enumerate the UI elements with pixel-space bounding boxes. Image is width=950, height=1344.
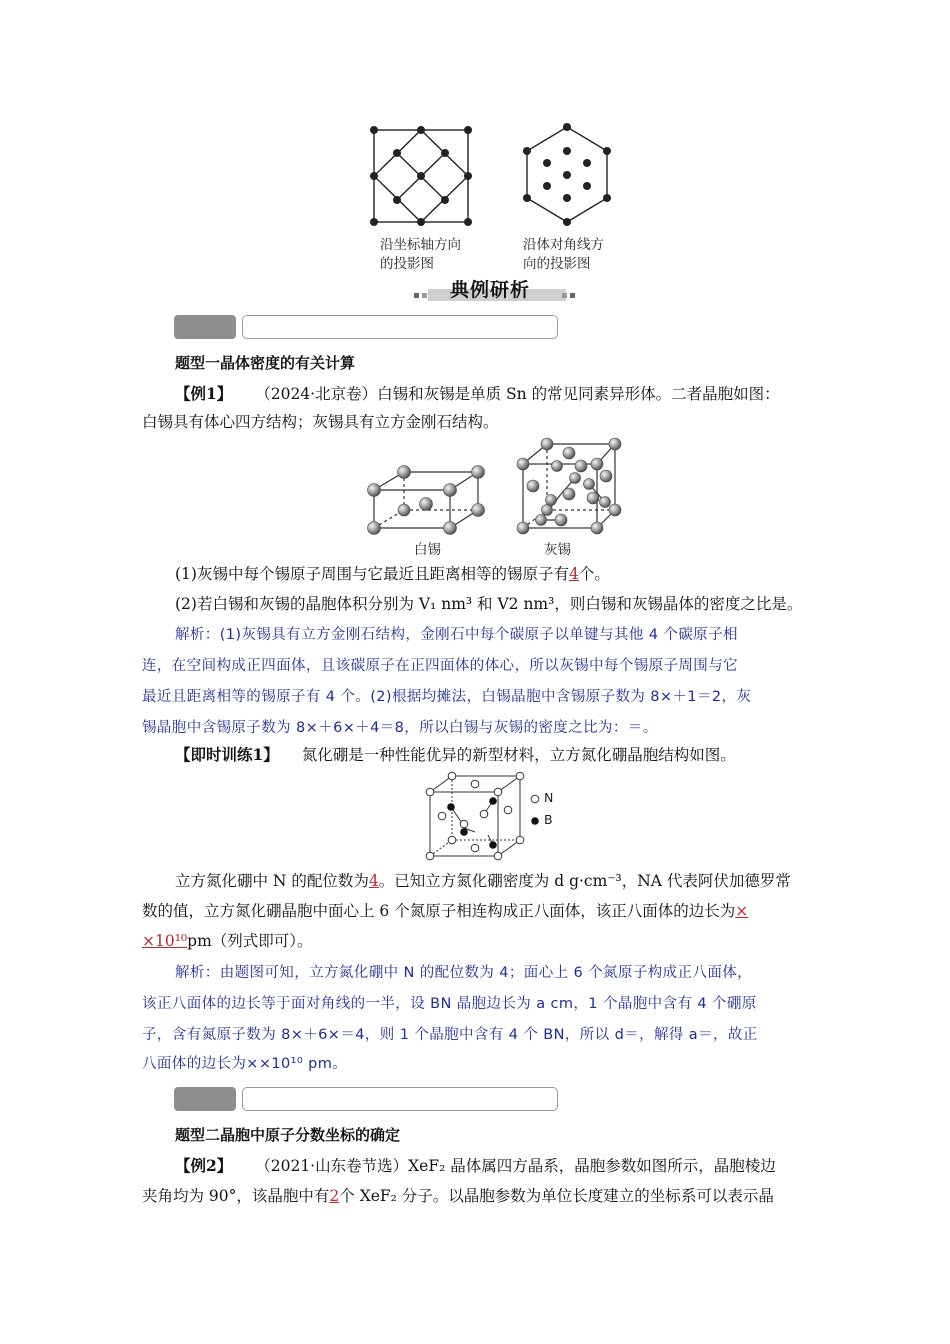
q2-text: (2)若白锡和灰锡的晶胞体积分别为 V₁ nm³ 和 V2 nm³，则白锡和灰锡晶体的密度之比是。 — [175, 595, 803, 613]
grey-tin-cell-figure — [511, 436, 626, 538]
deco-dot — [570, 293, 575, 298]
legend-b-marker — [530, 816, 540, 826]
banner-tag — [174, 315, 236, 339]
axis-caption-line2: 的投影图 — [380, 256, 434, 272]
section-title: 典例研析 — [450, 279, 531, 301]
bn-cell-figure — [422, 770, 532, 862]
axis-projection-figure — [360, 118, 485, 230]
topic1-banner — [174, 315, 558, 339]
analysis2-line1: 解析：由题图可知，立方氮化硼中 N 的配位数为 4；面心上 6 个氮原子构成正八面体， — [175, 965, 753, 981]
grey-tin-caption: 灰锡 — [544, 542, 571, 558]
diagonal-projection-figure — [515, 118, 620, 230]
deco-dot — [414, 293, 419, 298]
example2-text-line2: 夹角均为 90°，该晶胞中有 — [142, 1187, 330, 1205]
banner-box — [242, 315, 558, 339]
analysis1-line1: 解析：(1)灰锡具有立方金刚石结构，金刚石中每个碳原子以单键与其他 4 个碳原子相 — [175, 627, 738, 643]
legend-n-label: N — [544, 790, 554, 805]
axis-caption-line1: 沿坐标轴方向 — [380, 237, 461, 253]
example2-text-line2-cont: 个 XeF₂ 分子。以晶胞参数为单位长度建立的坐标系可以表示晶 — [339, 1187, 774, 1205]
q3-text-cont: 。已知立方氮化硼密度为 d g·cm⁻³，NA 代表阿伏加德罗常 — [378, 872, 791, 890]
analysis1-line3: 最近且距离相等的锡原子有 4 个。(2)根据均摊法，白锡晶胞中含锡原子数为 8×＋1＝2，灰 — [142, 689, 752, 705]
q3-text: 立方氮化硼中 N 的配位数为 — [175, 872, 369, 890]
banner-tag — [174, 1087, 236, 1111]
deco-dot — [562, 293, 567, 298]
analysis1-line2: 连，在空间构成正四面体，且该碳原子在正四面体的体心，所以灰锡中每个锡原子周围与它 — [142, 658, 738, 674]
white-tin-caption: 白锡 — [414, 542, 441, 558]
deco-dot — [422, 293, 427, 298]
analysis1-line4: 锡晶胞中含锡原子数为 8×＋6×＋4＝8，所以白锡与灰锡的密度之比为：＝。 — [142, 720, 658, 736]
topic2-title: 题型二晶胞中原子分数坐标的确定 — [175, 1126, 401, 1144]
training1-text: 氮化硼是一种性能优异的新型材料，立方氮化硼晶胞结构如图。 — [301, 746, 736, 764]
diag-caption-line1: 沿体对角线方 — [523, 237, 604, 253]
analysis2-line3: 子，含有氮原子数为 8×＋6×＝4，则 1 个晶胞中含有 4 个 BN，所以 d＝，解得 a＝，故正 — [142, 1027, 758, 1043]
example1-text-line1: （2024·北京卷）白锡和灰锡是单质 Sn 的常见同素异形体。二者晶胞如图： — [255, 385, 780, 403]
legend-n-marker — [530, 794, 540, 804]
example2-text-line1: （2021·山东卷节选）XeF₂ 晶体属四方晶系，晶胞参数如图所示，晶胞棱边 — [255, 1157, 776, 1175]
example1-label: 【例1】 — [175, 384, 233, 403]
q1-text: (1)灰锡中每个锡原子周围与它最近且距离相等的锡原子有 — [175, 565, 569, 583]
q3-line2: 数的值，立方氮化硼晶胞中面心上 6 个氮原子相连构成正八面体，该正八面体的边长为 — [142, 902, 736, 920]
q3-answer2-part1: × — [735, 902, 749, 920]
topic2-banner — [174, 1087, 558, 1111]
example2-answer: 2 — [329, 1187, 340, 1205]
section-title-block — [414, 275, 574, 305]
analysis2-line4: 八面体的边长为××10¹⁰ pm。 — [142, 1056, 348, 1072]
q3-answer: 4 — [368, 872, 379, 890]
diag-caption-line2: 向的投影图 — [523, 256, 591, 272]
legend-b-label: B — [544, 812, 553, 827]
q3-line3: pm（列式即可）。 — [187, 932, 313, 950]
example2-label: 【例2】 — [175, 1156, 233, 1175]
topic1-title: 题型一晶体密度的有关计算 — [175, 354, 356, 372]
white-tin-cell-figure — [362, 458, 492, 538]
q3-answer2-part2: ×10¹⁰ — [142, 932, 188, 950]
example1-text-line2: 白锡具有体心四方结构；灰锡具有立方金刚石结构。 — [142, 413, 499, 431]
banner-box — [242, 1087, 558, 1111]
q1-suffix: 个。 — [578, 565, 610, 583]
q1-answer: 4 — [568, 565, 579, 583]
analysis2-line2: 该正八面体的边长等于面对角线的一半，设 BN 晶胞边长为 a cm，1 个晶胞中含有 4 个硼原 — [142, 996, 757, 1012]
training1-label: 【即时训练1】 — [175, 745, 279, 764]
